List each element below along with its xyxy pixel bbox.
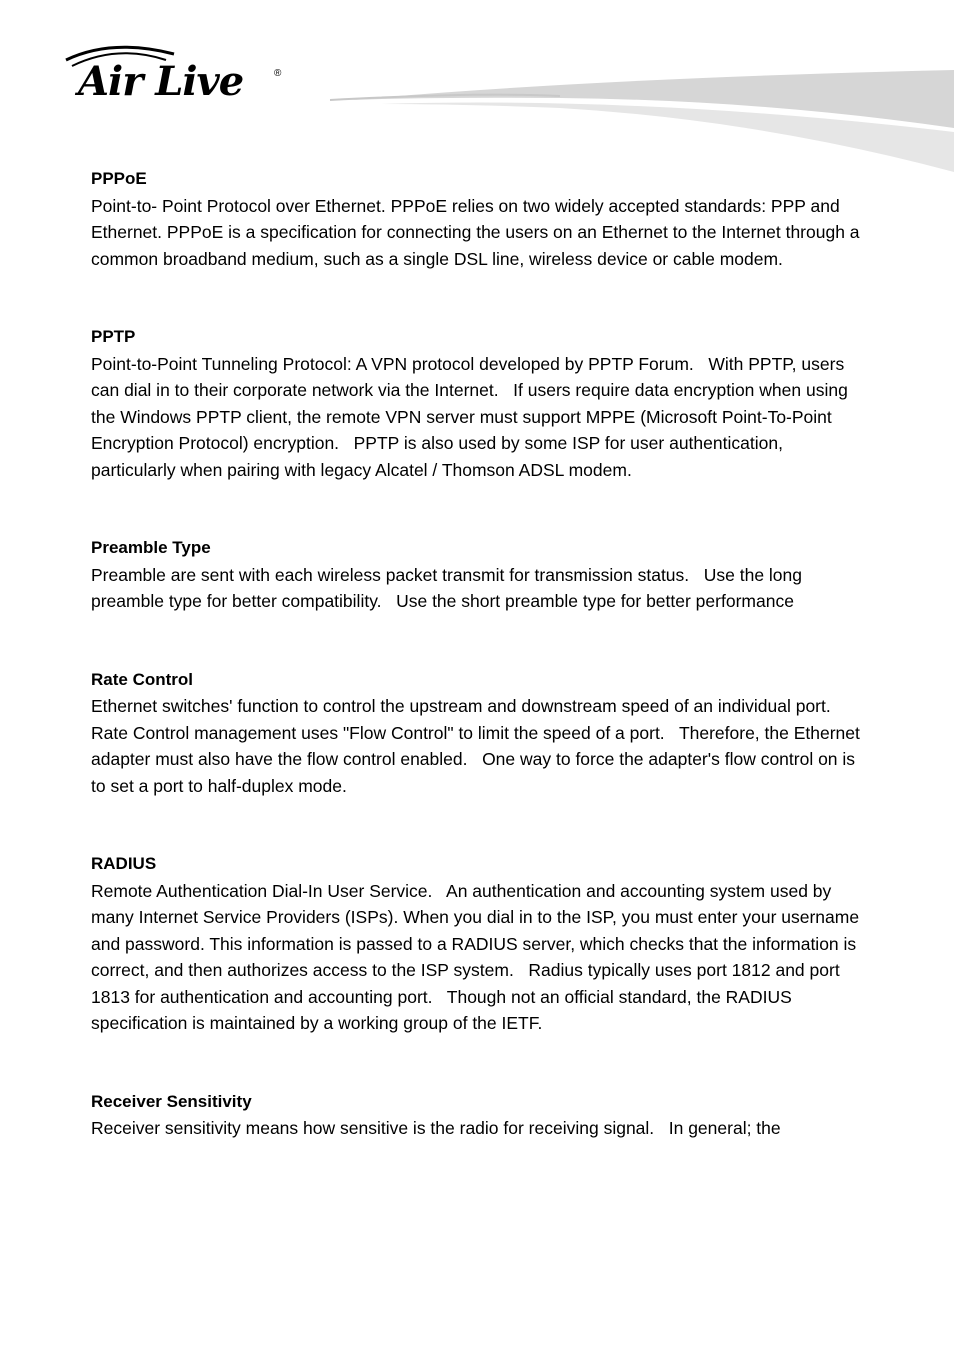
glossary-entry-rate-control xyxy=(91,667,871,800)
term-heading: Receiver Sensitivity xyxy=(91,1091,252,1111)
glossary-entry-pppoe xyxy=(91,166,871,272)
term-description: Receiver sensitivity means how sensitive is the radio for receiving signal. In general; the xyxy=(91,1118,781,1138)
term-description: Point-to- Point Protocol over Ethernet. PPPoE relies on two widely accepted standards: PPP and Ethernet. PPPoE is a specification for connecting the users on an Ethernet to the Internet through a common broadband medium, such as a single DSL line, wireless device or cable modem. xyxy=(91,195,865,269)
glossary-entry-radius xyxy=(91,851,871,1037)
glossary-entry-pptp xyxy=(91,324,871,483)
term-heading: Preamble Type xyxy=(91,538,211,557)
registered-trademark: ® xyxy=(274,68,282,79)
term-description: Point-to-Point Tunneling Protocol: A VPN protocol developed by PPTP Forum. With PPTP, users can dial in to their corporate network via the Internet. If users require data encryption when using the Windows PPTP client, the remote VPN server must support MPPE (Microsoft Point-To-Point Encryption Protocol) encryption. PPTP is also used by some ISP for user authentication, particularly when pairing with legacy Alcatel / Thomson ADSL modem. xyxy=(91,353,853,480)
glossary-entry-preamble-type xyxy=(91,535,871,615)
term-description: Preamble are sent with each wireless packet transmit for transmission status. Use the long preamble type for better compatibility. Use the short preamble type for better performance xyxy=(91,564,807,611)
glossary-entry-receiver-sensitivity xyxy=(91,1089,871,1142)
term-description: Remote Authentication Dial-In User Service. An authentication and accounting system used by many Internet Service Providers (ISPs). When you dial in to the ISP, you must enter your username and password. This information is passed to a RADIUS server, which checks that the information is correct, and then authorizes access to the ISP system. Radius typically uses port 1812 and port 1813 for authentication and accounting port. Though not an official standard, the RADIUS specification is maintained by a working group of the IETF. xyxy=(91,880,864,1033)
glossary-content xyxy=(91,166,871,1194)
term-description: Ethernet switches' function to control the upstream and downstream speed of an individual port. Rate Control management uses "Flow Control" to limit the speed of a port. Therefore, the Ethernet adapter must also have the flow control enabled. One way to force the adapter's flow control on is to set a port to half-duplex mode. xyxy=(91,696,865,796)
term-heading: Rate Control xyxy=(91,669,193,689)
term-heading: PPTP xyxy=(91,327,136,346)
page-header xyxy=(0,0,954,180)
term-heading: PPPoE xyxy=(91,169,147,188)
logo-text: Air Live xyxy=(78,58,244,105)
airlive-logo xyxy=(62,40,292,110)
term-heading: RADIUS xyxy=(91,854,157,873)
